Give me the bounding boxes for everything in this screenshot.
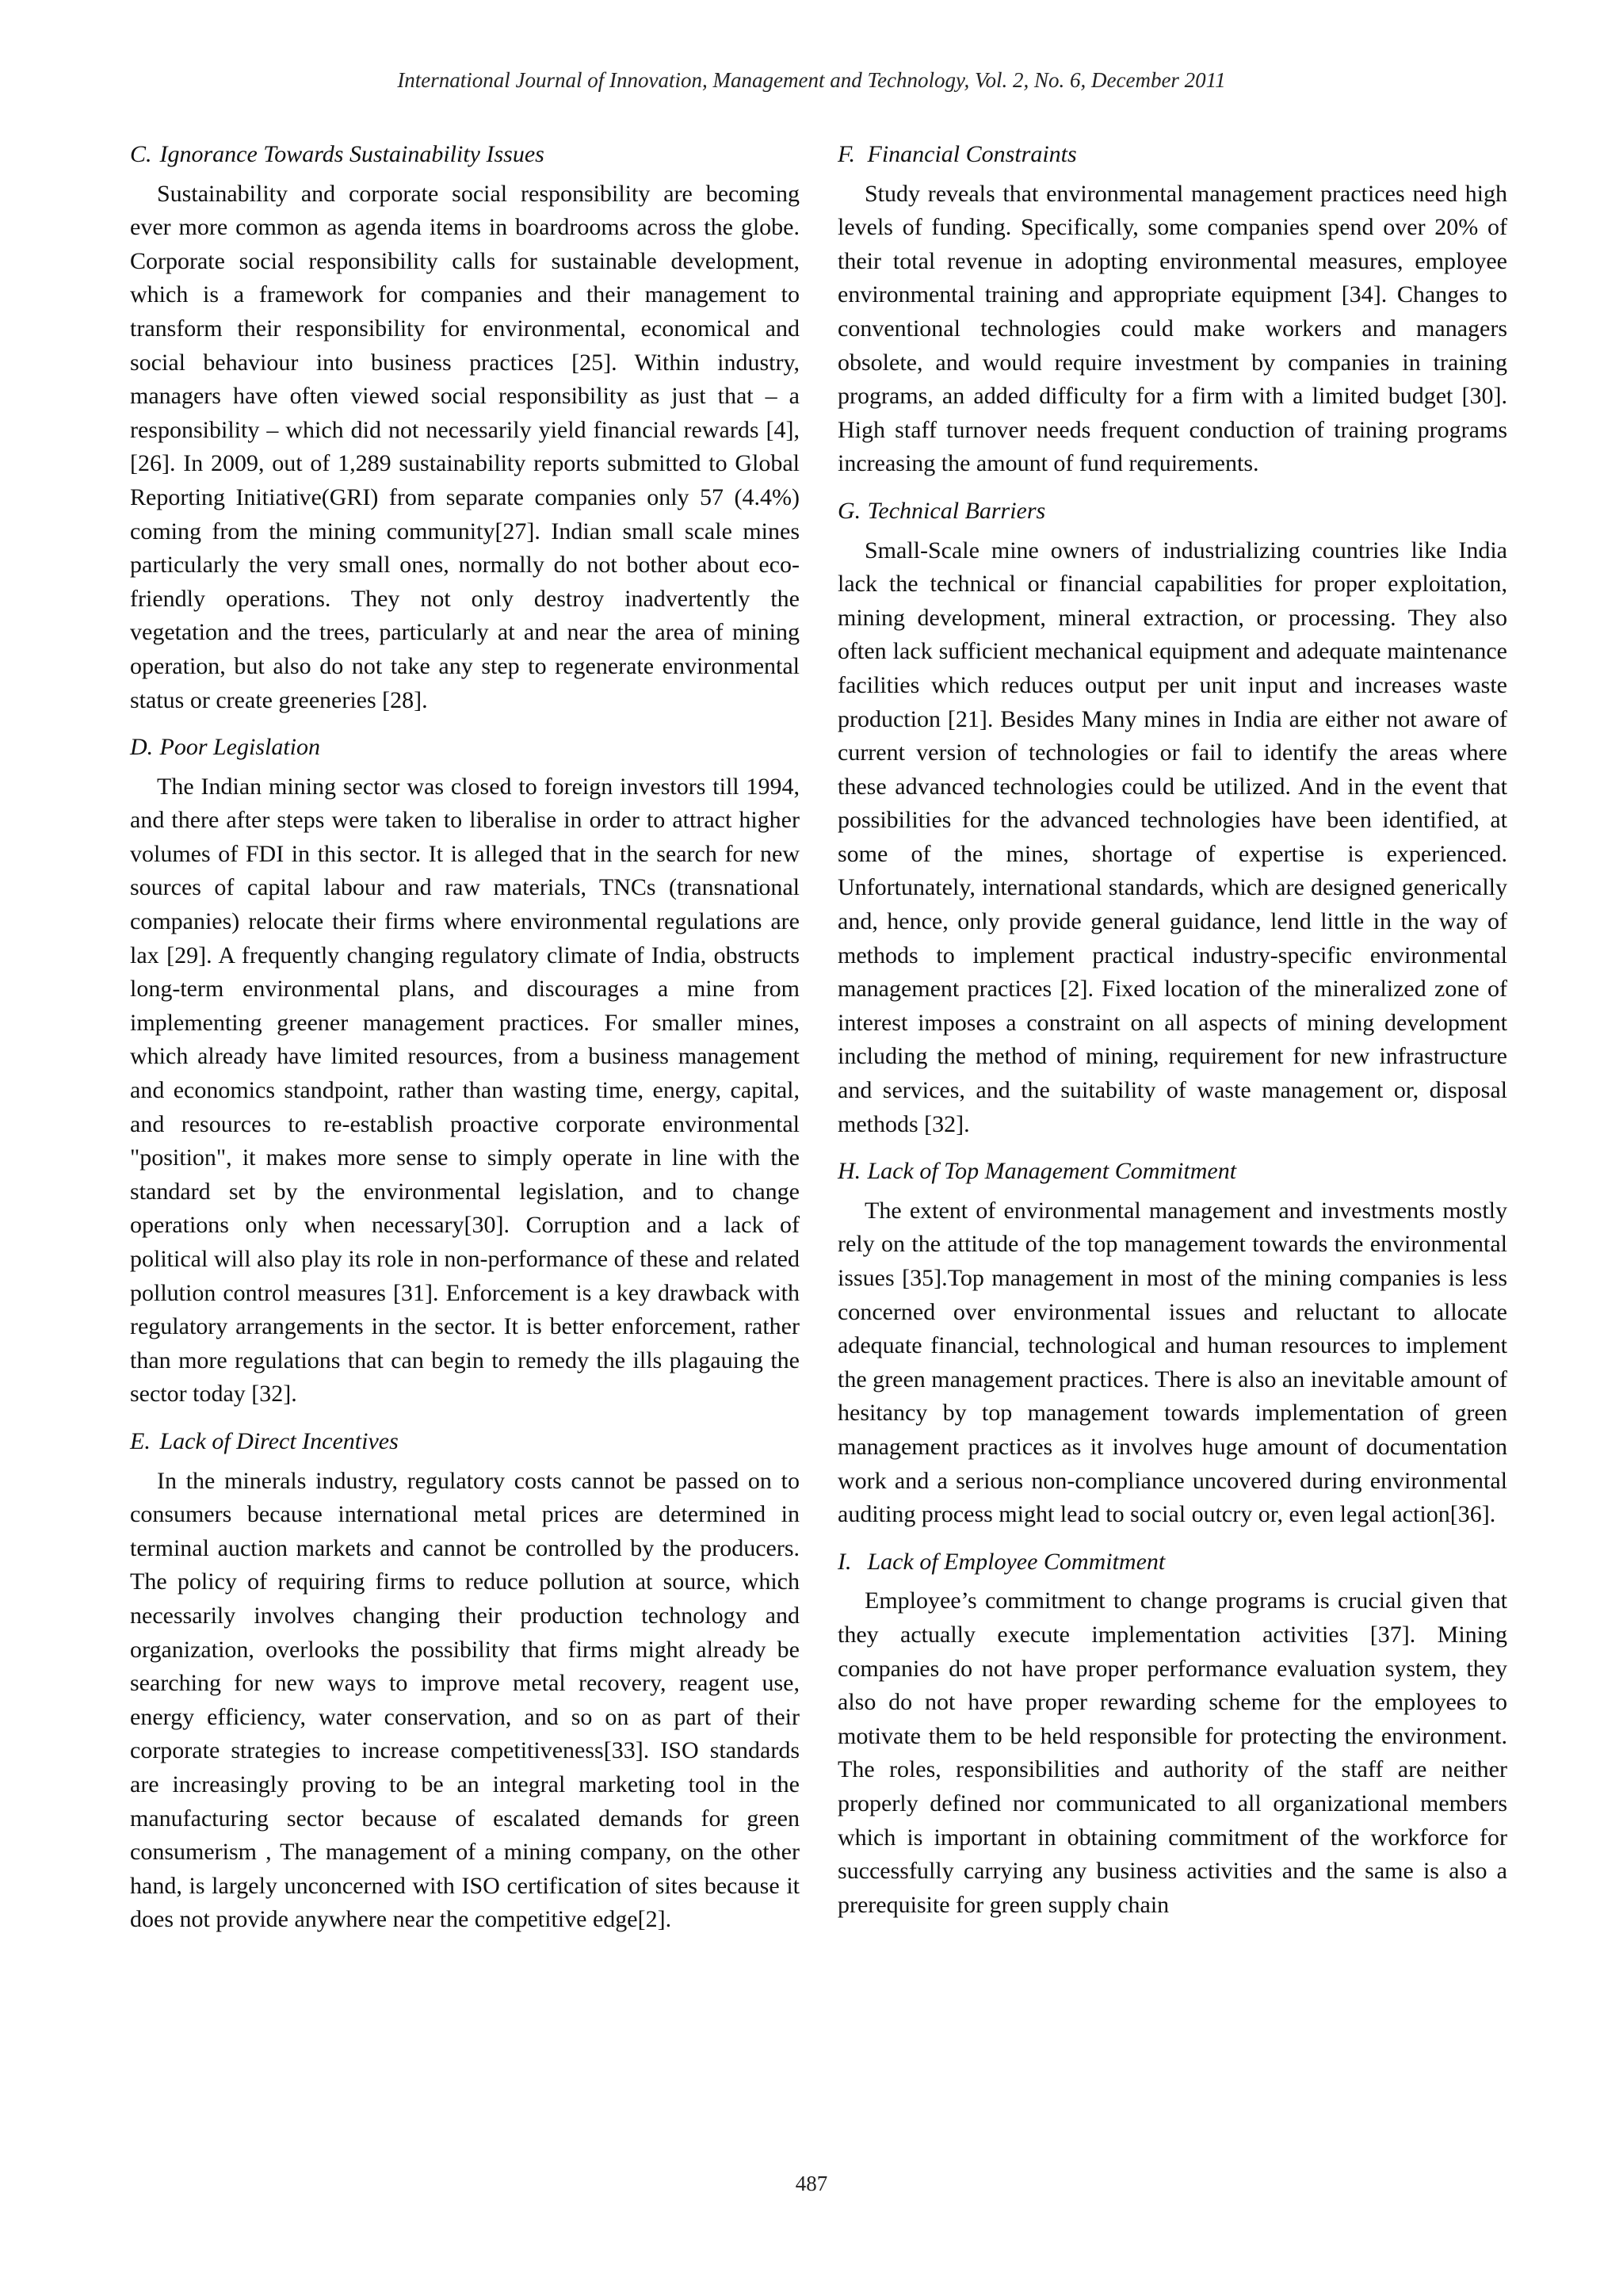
section-title: Lack of Direct Incentives — [159, 1427, 399, 1454]
section-title: Technical Barriers — [867, 497, 1046, 524]
section-heading — [838, 1155, 1507, 1189]
section-paragraph: Small-Scale mine owners of industrializing countries like India lack the technical or financial capabilities for proper exploitation, mining development, mineral extraction, or processing. They also often lack sufficient mechanical equipment and adequate maintenance facilities which reduces output per unit input and increases waste production [21]. Besides Many mines in India are either not aware of current version of technologies or fail to identify the areas where these advanced technologies could be utilized. And in the event that possibilities for the advanced technologies have been identified, at some of the mines, shortage of expertise is experienced. Unfortunately, international standards, which are designed generically and, hence, only provide general guidance, lend little in the way of methods to implement practical industry-specific environmental management practices [2]. Fixed location of the mineralized zone of interest imposes a constraint on all aspects of mining development including the method of mining, requirement for new infrastructure and services, and the suitability of waste management or, disposal methods [32]. — [838, 537, 1507, 1137]
running-header: International Journal of Innovation, Management and Technology, Vol. 2, No. 6, December 2011 — [397, 68, 1226, 92]
section-letter: E. — [130, 1427, 151, 1454]
section-title: Lack of Top Management Commitment — [867, 1158, 1237, 1185]
section-paragraph: Sustainability and corporate social responsibility are becoming ever more common as agenda items in boardrooms across the globe. Corporate social responsibility calls for sustainable development, which is a framework for companies and their management to transform their responsibility for environmental, economical and social behaviour into business practices [25]. Within industry, managers have often viewed social responsibility as just that – a responsibility – which did not necessarily yield financial rewards [4], [26]. In 2009, out of 1,289 sustainability reports submitted to Global Reporting Initiative(GRI) from separate companies only 57 (4.4%) coming from the mining community[27]. Indian small scale mines particularly the very small ones, normally do not bother about eco-friendly operations. They not only destroy inadvertently the vegetation and the trees, particularly at and near the area of mining operation, but also do not take any step to regenerate environmental status or create greeneries [28]. — [130, 180, 800, 713]
right-column — [838, 138, 1507, 1922]
section-heading — [838, 138, 1507, 172]
section-letter: D. — [130, 734, 154, 761]
section-technical-barriers — [838, 495, 1507, 1141]
section-heading — [838, 495, 1507, 529]
left-column — [130, 138, 800, 1937]
section-top-management-commitment — [838, 1155, 1507, 1532]
section-paragraph: The Indian mining sector was closed to foreign investors till 1994, and there after steps were taken to liberalise in order to attract higher volumes of FDI in this sector. It is alleged that in the search for new sources of capital labour and raw materials, TNCs (transnational companies) relocate their firms where environmental regulations are lax [29]. A frequently changing regulatory climate of India, obstructs long-term environmental plans, and discourages a mine from implementing greener management practices. For smaller mines, which already have limited resources, from a business management and economics standpoint, rather than wasting time, energy, capital, and resources to re-establish proactive corporate environmental "position", it makes more sense to simply operate in line with the standard set by the environmental legislation, and to change operations only when necessary[30]. Corruption and a lack of political will also play its role in non-performance of these and related pollution control measures [31]. Enforcement is a key drawback with regulatory arrangements in the sector. It is better enforcement, rather than more regulations that can begin to remedy the ills plagauing the sector today [32]. — [130, 773, 800, 1408]
section-heading — [130, 138, 800, 172]
section-letter: C. — [130, 141, 152, 167]
section-letter: G. — [838, 497, 861, 524]
section-heading — [130, 1425, 800, 1459]
section-letter: F. — [838, 141, 855, 167]
page-number: 487 — [795, 2172, 828, 2195]
section-paragraph: Employee’s commitment to change programs is crucial given that they actually execute implementation activities [37]. Mining companies do not have proper performance evaluation system, they also do not have proper rewarding scheme for the employees to motivate them to be held responsible for protecting the environment. The roles, responsibilities and authority of the staff are neither properly defined nor communicated to all organizational members which is important in obtaining commitment of the workforce for successfully carrying any business activities and the same is also a prerequisite for green supply chain — [838, 1587, 1507, 1918]
section-poor-legislation — [130, 731, 800, 1412]
section-heading — [838, 1545, 1507, 1580]
section-financial-constraints — [838, 138, 1507, 481]
section-employee-commitment — [838, 1545, 1507, 1923]
section-letter: I. — [838, 1548, 852, 1575]
section-ignorance-sustainability — [130, 138, 800, 717]
section-title: Poor Legislation — [159, 734, 321, 761]
section-title: Lack of Employee Commitment — [867, 1548, 1166, 1575]
section-title: Ignorance Towards Sustainability Issues — [159, 141, 544, 167]
section-lack-direct-incentives — [130, 1425, 800, 1937]
section-paragraph: The extent of environmental management and investments mostly rely on the attitude of the top management towards the environmental issues [35].Top management in most of the mining companies is less concerned over environmental issues and reluctant to allocate adequate financial, technological and human resources to implement the green management practices. There is also an inevitable amount of hesitancy by top management towards implementation of green management practices as it involves huge amount of documentation work and a serious non-compliance uncovered during environmental auditing process might lead to social outcry or, even legal action[36]. — [838, 1197, 1507, 1528]
section-letter: H. — [838, 1158, 861, 1185]
section-paragraph: Study reveals that environmental management practices need high levels of funding. Specifically, some companies spend over 20% of their total revenue in adopting environmental measures, employee environmental training and appropriate equipment [34]. Changes to conventional technologies could make workers and managers obsolete, and would require investment by companies in training programs, an added difficulty for a firm with a limited budget [30]. High staff turnover needs frequent conduction of training programs increasing the amount of fund requirements. — [838, 180, 1507, 477]
section-paragraph: In the minerals industry, regulatory costs cannot be passed on to consumers because international metal prices are determined in terminal auction markets and cannot be controlled by the producers. The policy of requiring firms to reduce pollution at source, which necessarily involves changing their production technology and organization, overlooks the possibility that firms might already be searching for new ways to improve metal recovery, reagent use, energy efficiency, water conservation, and so on as part of their corporate strategies to increase competitiveness[33]. ISO standards are increasingly proving to be an integral marketing tool in the manufacturing sector because of escalated demands for green consumerism , The management of a mining company, on the other hand, is largely unconcerned with ISO certification of sites because it does not provide anywhere near the competitive edge[2]. — [130, 1467, 800, 1933]
section-heading — [130, 731, 800, 765]
section-title: Financial Constraints — [867, 141, 1077, 167]
